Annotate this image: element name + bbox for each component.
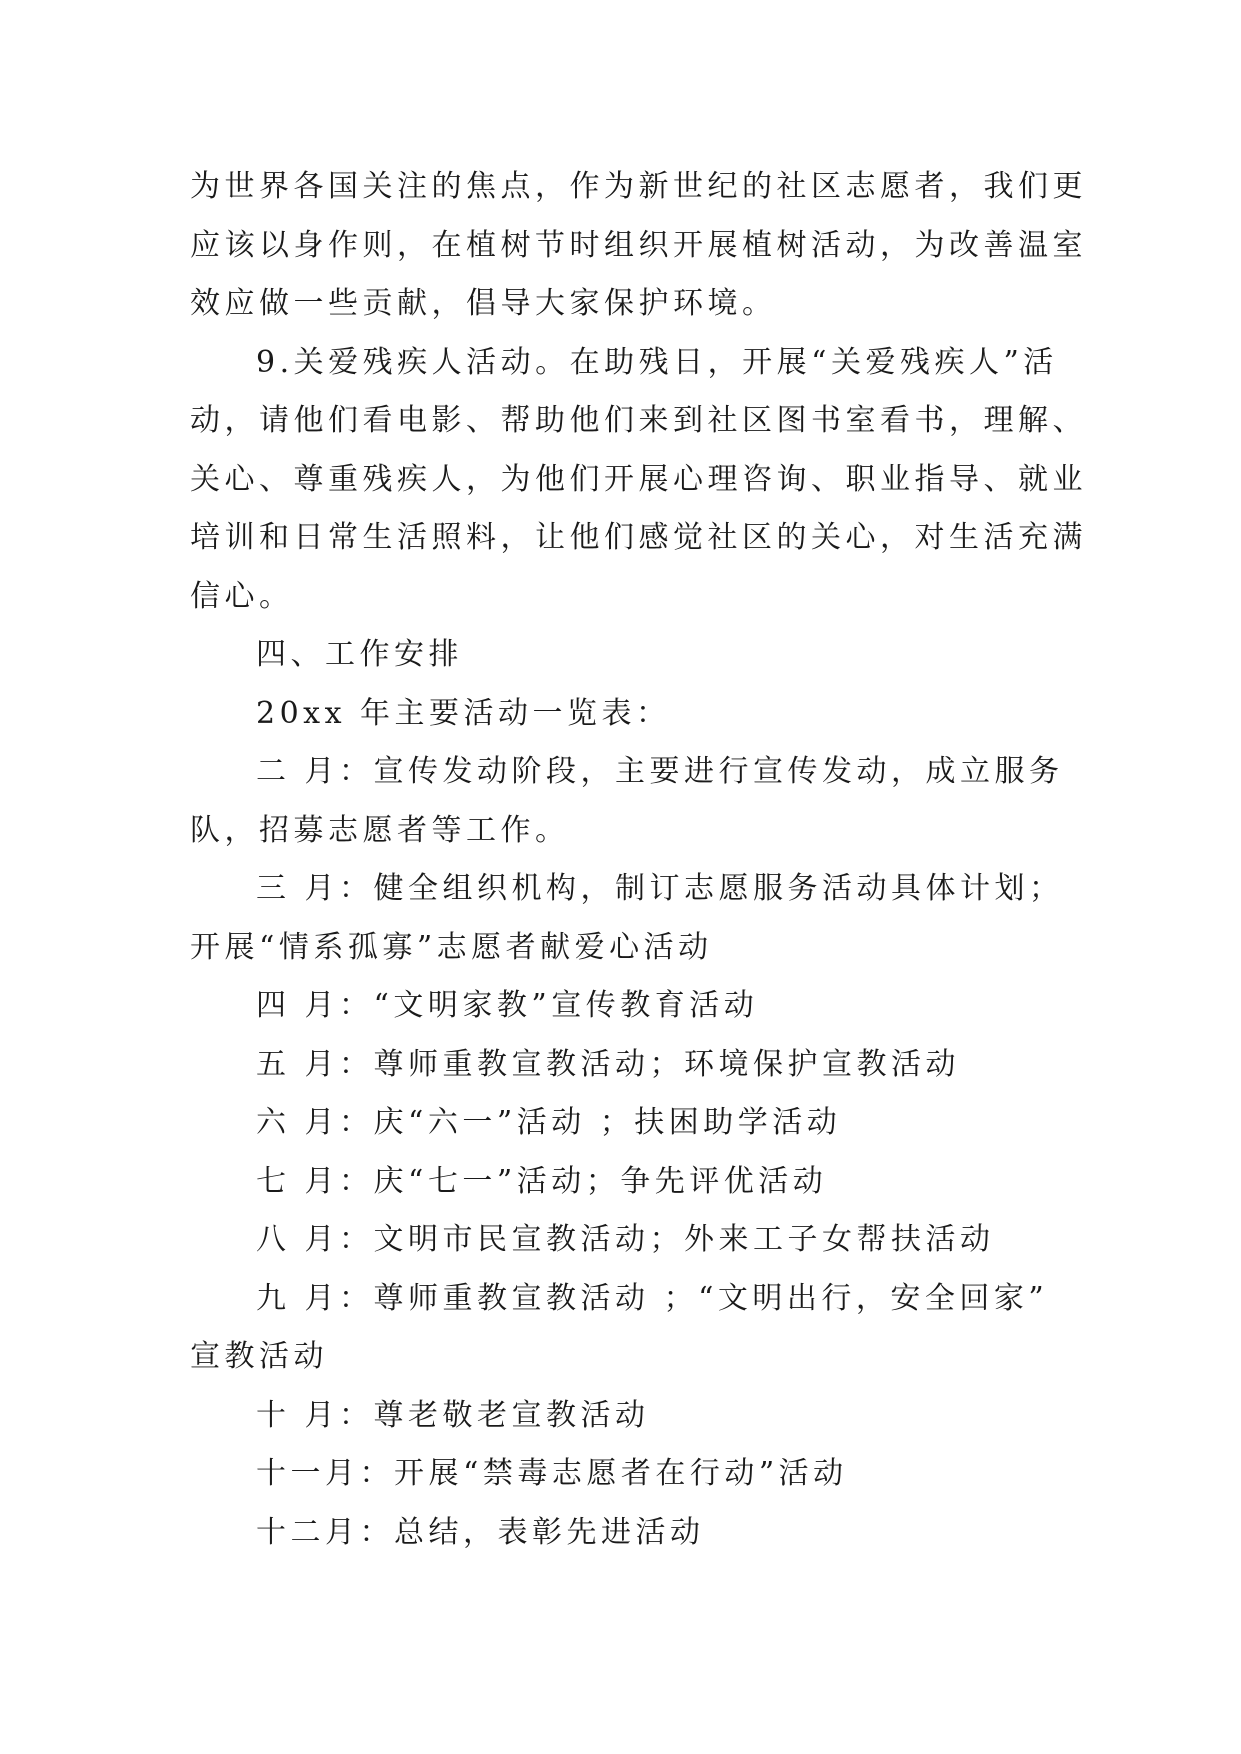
activity-month-jun	[190, 1094, 1060, 1153]
activity-month-oct	[190, 1387, 1060, 1446]
text-line: 八 月：文明市民宣教活动；外来工子女帮扶活动	[256, 1222, 995, 1257]
text-line: 为世界各国关注的焦点，作为新世纪的社区志愿者，我们更	[190, 169, 1087, 204]
activity-list-title	[190, 685, 1060, 744]
text-line: 培训和日常生活照料，让他们感觉社区的关心，对生活充满	[190, 520, 1087, 555]
text-line: 十一月：开展“禁毒志愿者在行动”活动	[256, 1456, 848, 1491]
text-line: 队，招募志愿者等工作。	[190, 812, 570, 848]
text-line: 二 月：宣传发动阶段，主要进行宣传发动，成立服务	[256, 754, 1064, 789]
text-line: 开展“情系孤寡”志愿者献爱心活动	[190, 929, 713, 965]
text-line: 应该以身作则，在植树节时组织开展植树活动，为改善温室	[190, 227, 1087, 263]
text-line: 动，请他们看电影、帮助他们来到社区图书室看书，理解、	[190, 403, 1087, 438]
paragraph-environment-continued	[190, 158, 1087, 334]
activity-month-apr	[190, 977, 1060, 1036]
text-line: 十 月：尊老敬老宣教活动	[256, 1397, 650, 1433]
text-line: 七 月：庆“七一”活动；争先评优活动	[256, 1163, 828, 1199]
text-line: 9.关爱残疾人活动。在助残日，开展“关爱残疾人”活	[256, 344, 1058, 380]
activity-month-jul	[190, 1153, 1060, 1212]
document-page	[190, 158, 1087, 1562]
activity-month-nov	[190, 1445, 1060, 1504]
text-line: 十二月：总结，表彰先进活动	[256, 1514, 705, 1550]
activity-month-may	[190, 1036, 1060, 1095]
text-line: 九 月：尊师重教宣教活动 ；“文明出行，安全回家”	[256, 1280, 1049, 1316]
text-line: 20xx 年主要活动一览表：	[256, 695, 671, 731]
activity-month-feb	[190, 743, 1064, 860]
text-line: 四 月：“文明家教”宣传教育活动	[256, 988, 759, 1023]
text-line: 六 月：庆“六一”活动 ；扶困助学活动	[256, 1105, 842, 1140]
text-line: 宣教活动	[190, 1339, 328, 1374]
text-line: 关心、尊重残疾人，为他们开展心理咨询、职业指导、就业	[190, 461, 1087, 497]
text-line: 四、工作安排	[256, 637, 463, 672]
activity-month-aug	[190, 1211, 1060, 1270]
activity-month-dec	[190, 1504, 1060, 1563]
activity-month-sep	[190, 1270, 1060, 1387]
text-line: 五 月：尊师重教宣教活动；环境保护宣教活动	[256, 1046, 961, 1082]
paragraph-disabled-care	[190, 334, 1087, 627]
section-heading-work-arrangement	[190, 626, 1060, 685]
text-line: 信心。	[190, 578, 294, 614]
activity-month-mar	[190, 860, 1064, 977]
text-line: 效应做一些贡献，倡导大家保护环境。	[190, 286, 777, 321]
text-line: 三 月：健全组织机构，制订志愿服务活动具体计划；	[256, 871, 1064, 906]
